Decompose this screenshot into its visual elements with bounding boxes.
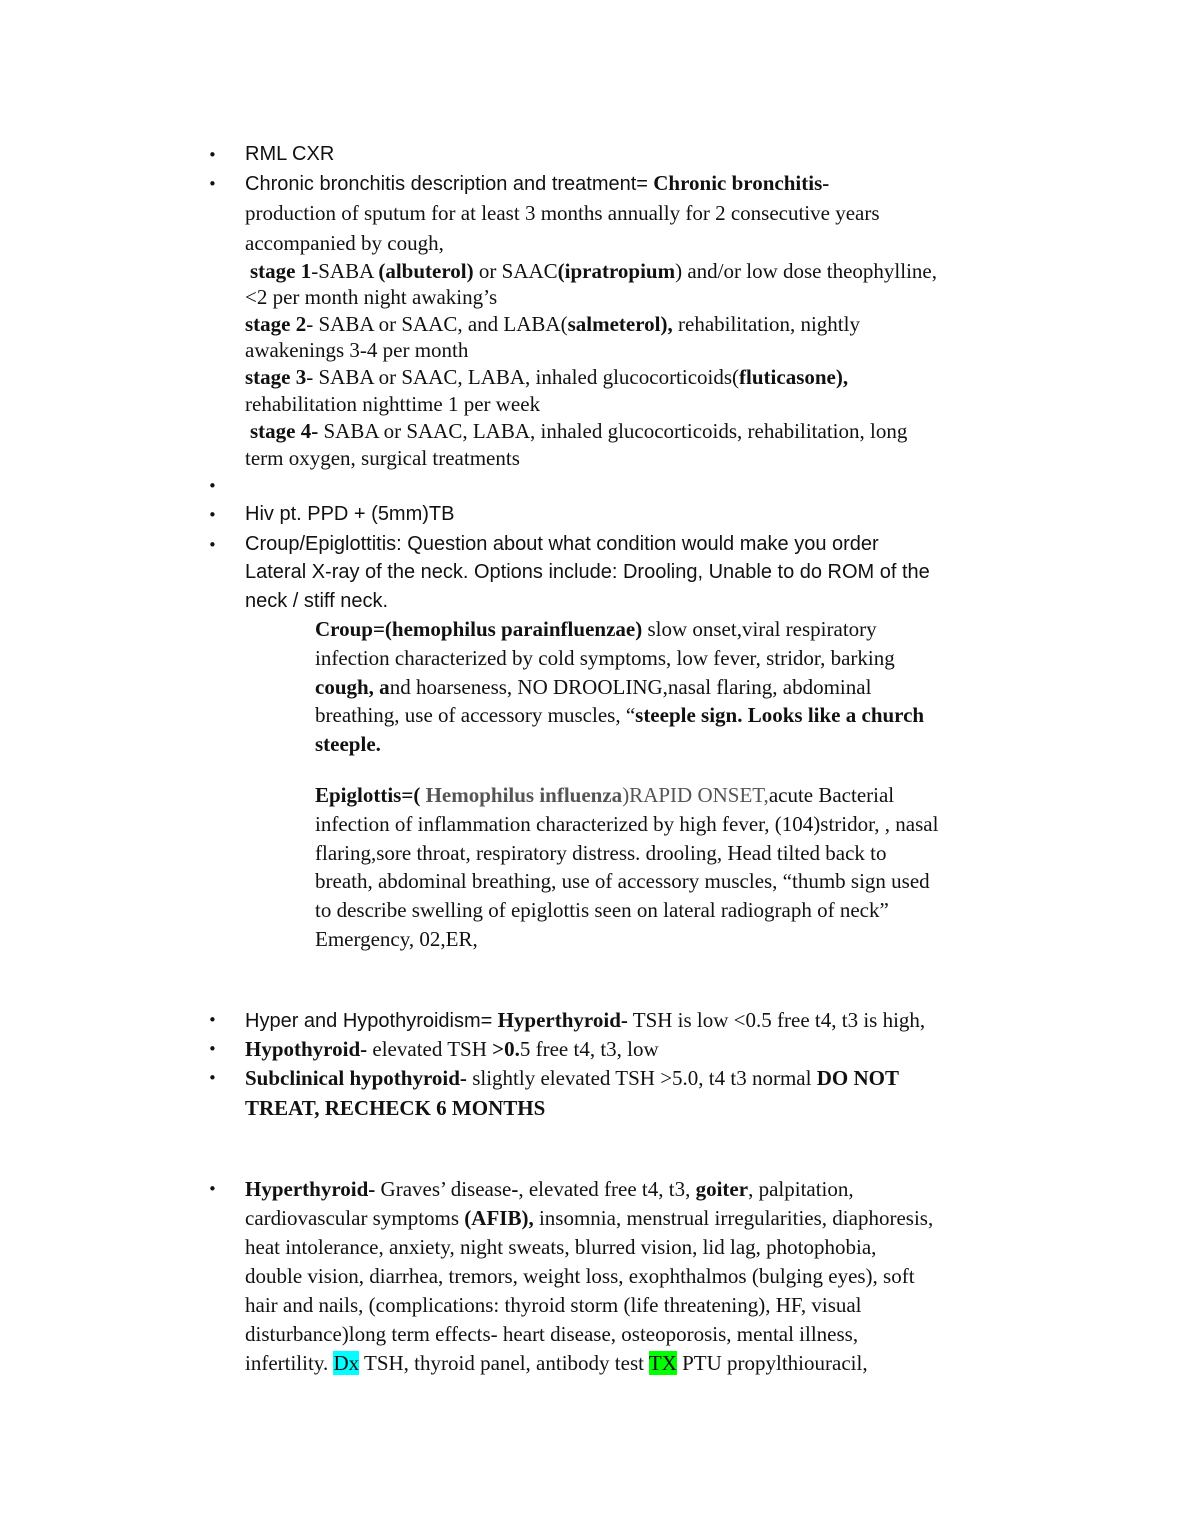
hyperthyroid-line-7: infertility. Dx TSH, thyroid panel, antibody test TX PTU propylthiouracil, <box>245 1351 868 1375</box>
croup-line-1: Croup=(hemophilus parainfluenzae) slow onset,viral respiratory <box>315 617 877 641</box>
tx-highlight: TX <box>648 1351 677 1375</box>
rml-cxr: RML CXR <box>245 143 335 165</box>
chronic-bronchitis-line-1: Chronic bronchitis description and treatment= Chronic bronchitis- <box>245 171 830 195</box>
stage-2-line-1: stage 2- SABA or SAAC, and LABA(salmeterol), rehabilitation, nightly <box>245 312 860 336</box>
bullet: • <box>208 146 217 164</box>
subclinical-line-1: Subclinical hypothyroid- slightly elevated TSH >5.0, t4 t3 normal DO NOT <box>245 1066 899 1090</box>
epiglottis-line-5: to describe swelling of epiglottis seen on lateral radiograph of neck” <box>315 898 889 922</box>
croup-question-line-1: Croup/Epiglottitis: Question about what condition would make you order <box>245 533 879 555</box>
subclinical-line-2: TREAT, RECHECK 6 MONTHS <box>245 1096 546 1120</box>
epiglottis-line-1: Epiglottis=( Hemophilus influenza)RAPID ONSET,acute Bacterial <box>315 783 895 807</box>
croup-question-line-2: Lateral X-ray of the neck. Options include: Drooling, Unable to do ROM of the <box>245 561 930 583</box>
thyroid-line: Hyper and Hypothyroidism= Hyperthyroid- TSH is low <0.5 free t4, t3 is high, <box>245 1008 926 1032</box>
bullet: • <box>208 506 217 524</box>
stage-3-line-1: stage 3- SABA or SAAC, LABA, inhaled glucocorticoids(fluticasone), <box>245 365 849 389</box>
bullet: • <box>208 175 217 193</box>
croup-line-2: infection characterized by cold symptoms, low fever, stridor, barking <box>315 646 895 670</box>
stage-4-line-2: term oxygen, surgical treatments <box>245 446 520 470</box>
epiglottis-line-6: Emergency, 02,ER, <box>315 927 478 951</box>
croup-line-3: cough, and hoarseness, NO DROOLING,nasal flaring, abdominal <box>315 675 872 699</box>
stage-4-line-1: stage 4- SABA or SAAC, LABA, inhaled glucocorticoids, rehabilitation, long <box>250 419 908 443</box>
epiglottis-line-4: breath, abdominal breathing, use of accessory muscles, “thumb sign used <box>315 869 930 893</box>
stage-1-line-2: <2 per month night awaking’s <box>245 285 498 309</box>
chronic-bronchitis-line-3: accompanied by cough, <box>245 231 444 255</box>
hyperthyroid-line-3: heat intolerance, anxiety, night sweats, blurred vision, lid lag, photophobia, <box>245 1235 877 1259</box>
bullet: • <box>208 1069 217 1087</box>
bullet: • <box>208 1040 217 1058</box>
hyperthyroid-line-6: disturbance)long term effects- heart disease, osteoporosis, mental illness, <box>245 1322 859 1346</box>
hyperthyroid-line-1: Hyperthyroid- Graves’ disease-, elevated free t4, t3, goiter, palpitation, <box>245 1177 854 1201</box>
bullet: • <box>208 536 217 554</box>
hyperthyroid-line-4: double vision, diarrhea, tremors, weight loss, exophthalmos (bulging eyes), soft <box>245 1264 915 1288</box>
hypothyroid-line: Hypothyroid- elevated TSH >0.5 free t4, t3, low <box>245 1037 659 1061</box>
epiglottis-line-3: flaring,sore throat, respiratory distress. drooling, Head tilted back to <box>315 841 887 865</box>
chronic-bronchitis-line-2: production of sputum for at least 3 months annually for 2 consecutive years <box>245 201 880 225</box>
hyperthyroid-line-5: hair and nails, (complications: thyroid storm (life threatening), HF, visual <box>245 1293 862 1317</box>
croup-line-5: steeple. <box>315 732 381 756</box>
stage-2-line-2: awakenings 3-4 per month <box>245 338 469 362</box>
croup-question-line-3: neck / stiff neck. <box>245 590 389 612</box>
dx-highlight: Dx <box>333 1351 360 1375</box>
bullet: • <box>208 1180 217 1198</box>
croup-line-4: breathing, use of accessory muscles, “steeple sign. Looks like a church <box>315 703 925 727</box>
epiglottis-line-2: infection of inflammation characterized by high fever, (104)stridor, , nasal <box>315 812 939 836</box>
bullet: • <box>208 477 217 495</box>
hyperthyroid-line-2: cardiovascular symptoms (AFIB), insomnia, menstrual irregularities, diaphoresis, <box>245 1206 934 1230</box>
bullet: • <box>208 1011 217 1029</box>
hiv-ppd: Hiv pt. PPD + (5mm)TB <box>245 503 455 525</box>
stage-1-line-1: stage 1-SABA (albuterol) or SAAC(ipratropium) and/or low dose theophylline, <box>250 259 937 283</box>
stage-3-line-2: rehabilitation nighttime 1 per week <box>245 392 541 416</box>
